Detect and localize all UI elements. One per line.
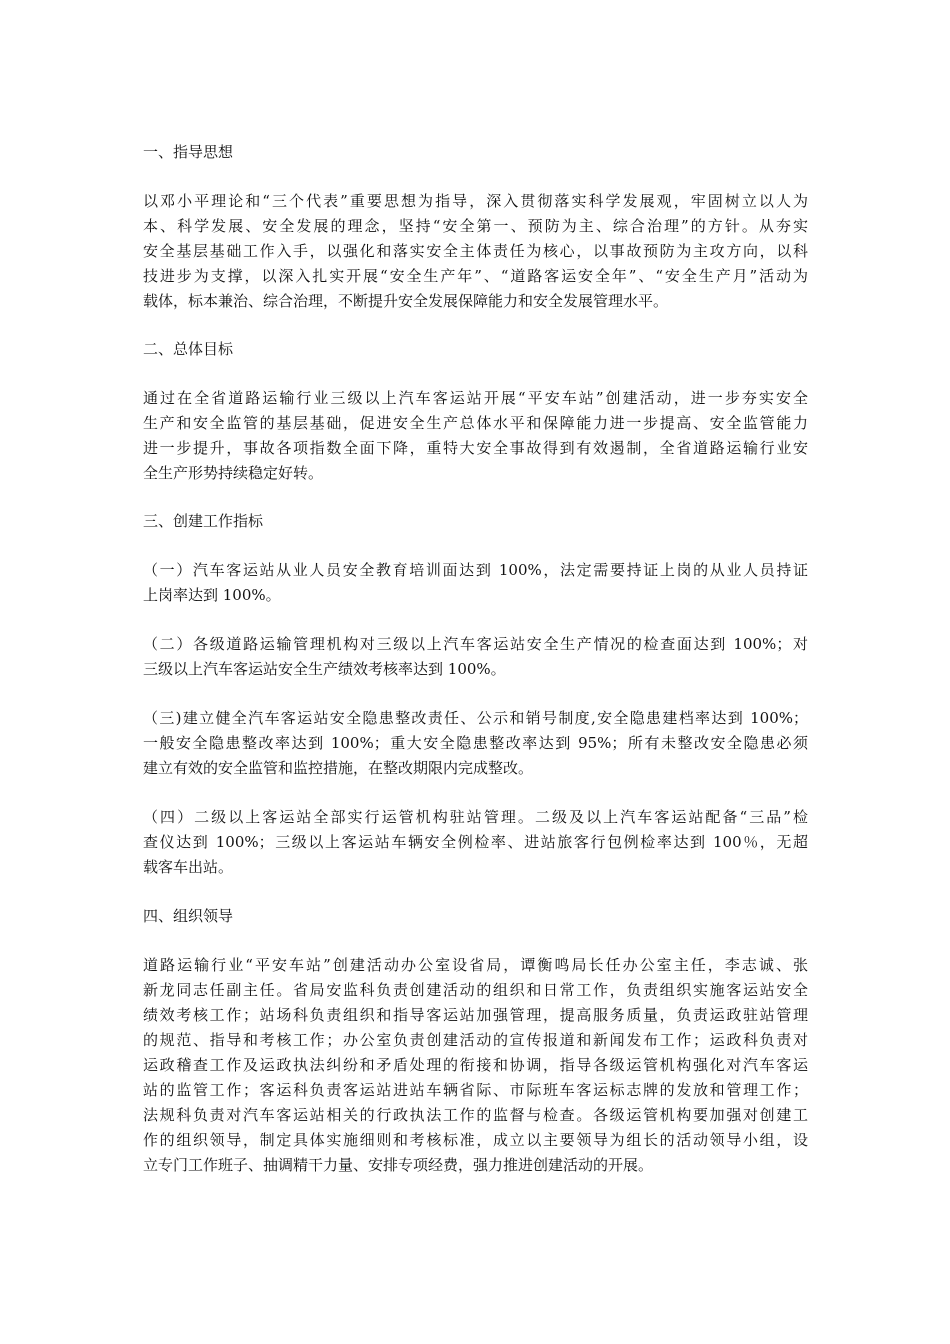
paragraph-organization-leadership [143, 953, 808, 1178]
text-line: 站的监管工作；客运科负责客运站进站车辆省际、市际班车客运标志牌的发放和管理工作； [143, 1081, 808, 1099]
section-heading-guiding-ideology: 一、指导思想 [143, 143, 234, 161]
indicator-item-4 [143, 805, 808, 880]
text-line: 新龙同志任副主任。省局安监科负责创建活动的组织和日常工作，负责组织实施客运站安全 [143, 981, 808, 999]
text-line: 建立有效的安全监管和监控措施，在整改期限内完成整改。 [143, 759, 534, 777]
text-line: 三级以上汽车客运站安全生产绩效考核率达到 100%。 [143, 660, 506, 678]
section-heading-work-indicators: 三、创建工作指标 [143, 512, 264, 530]
indicator-item-2 [143, 632, 808, 682]
text-line: （一）汽车客运站从业人员安全教育培训面达到 100%，法定需要持证上岗的从业人员持证 [143, 561, 808, 579]
text-line: 通过在全省道路运输行业三级以上汽车客运站开展“平安车站”创建活动，进一步夯实安全 [143, 389, 808, 407]
indicator-item-1 [143, 558, 808, 608]
text-line: 道路运输行业“平安车站”创建活动办公室设省局，谭衡鸣局长任办公室主任，李志诚、张 [143, 956, 808, 974]
text-line: 的规范、指导和考核工作；办公室负责创建活动的宣传报道和新闻发布工作；运政科负责对 [143, 1031, 808, 1049]
text-line: 载体，标本兼治、综合治理，不断提升安全发展保障能力和安全发展管理水平。 [143, 292, 669, 310]
indicator-item-3 [143, 706, 808, 781]
text-line: 上岗率达到 100%。 [143, 586, 281, 604]
text-line: 运政稽查工作及运政执法纠纷和矛盾处理的衔接和协调，指导各级运管机构强化对汽车客运 [143, 1056, 808, 1074]
text-line: 生产和安全监管的基层基础，促进安全生产总体水平和保障能力进一步提高、安全监管能力 [143, 414, 808, 432]
text-line: 安全基层基础工作入手，以强化和落实安全主体责任为核心，以事故预防为主攻方向，以科 [143, 242, 808, 260]
text-line: 载客车出站。 [143, 858, 234, 876]
paragraph-overall-goal [143, 386, 808, 486]
section-heading-overall-goal: 二、总体目标 [143, 340, 234, 358]
text-line: 查仪达到 100%；三级以上客运站车辆安全例检率、进站旅客行包例检率达到 100％，无超 [143, 833, 808, 851]
section-heading-organization-leadership: 四、组织领导 [143, 907, 234, 925]
text-line: 进一步提升，事故各项指数全面下降，重特大安全事故得到有效遏制，全省道路运输行业安 [143, 439, 808, 457]
text-line: 全生产形势持续稳定好转。 [143, 464, 324, 482]
text-line: 立专门工作班子、抽调精干力量、安排专项经费，强力推进创建活动的开展。 [143, 1156, 654, 1174]
text-line: （二）各级道路运输管理机构对三级以上汽车客运站安全生产情况的检查面达到 100%；对 [143, 635, 808, 653]
text-line: 本、科学发展、安全发展的理念，坚持“安全第一、预防为主、综合治理”的方针。从夯实 [143, 217, 808, 235]
text-line: 法规科负责对汽车客运站相关的行政执法工作的监督与检查。各级运管机构要加强对创建工 [143, 1106, 808, 1124]
text-line: 一般安全隐患整改率达到 100%；重大安全隐患整改率达到 95%；所有未整改安全隐患必须 [143, 734, 808, 752]
indicator-list [143, 558, 808, 880]
paragraph-guiding-ideology [143, 189, 808, 314]
text-line: （三)建立健全汽车客运站安全隐患整改责任、公示和销号制度,安全隐患建档率达到 100%； [143, 709, 808, 727]
text-line: （四）二级以上客运站全部实行运管机构驻站管理。二级及以上汽车客运站配备“三品”检 [143, 808, 808, 826]
text-line: 作的组织领导，制定具体实施细则和考核标准，成立以主要领导为组长的活动领导小组，设 [143, 1131, 808, 1149]
text-line: 绩效考核工作；站场科负责组织和指导客运站加强管理，提高服务质量，负责运政驻站管理 [143, 1006, 808, 1024]
text-line: 以邓小平理论和“三个代表”重要思想为指导，深入贯彻落实科学发展观，牢固树立以人为 [143, 192, 808, 210]
text-line: 技进步为支撑，以深入扎实开展“安全生产年”、“道路客运安全年”、“安全生产月”活动为 [143, 267, 808, 285]
document-page [143, 140, 808, 1202]
